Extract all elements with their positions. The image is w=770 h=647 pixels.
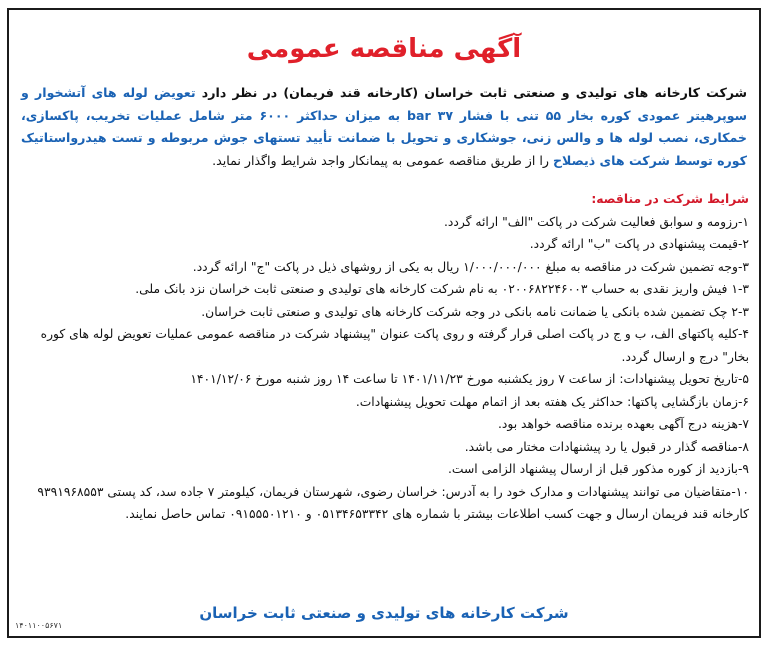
condition-item: ۹-بازدید از کوره مذکور قبل از ارسال پیشنهاد الزامی است. — [447, 462, 749, 476]
ad-frame — [7, 8, 761, 638]
ad-footer: شرکت کارخانه های تولیدی و صنعتی ثابت خراسان — [199, 604, 569, 622]
condition-item: ۴-کلیه پاکتهای الف، ب و ج در پاکت اصلی قرار گرفته و روی پاکت عنوان "پیشنهاد شرکت در مناقصه عمومی عملیات تعویض لوله های کوره بخار" درج و ارسال گردد. — [40, 327, 749, 364]
intro-part3: را از طریق مناقصه عمومی به پیمانکار واجد شرایط واگذار نماید. — [212, 152, 553, 168]
conditions-title: شرایط شرکت در مناقصه: — [591, 192, 749, 206]
condition-item: ۶-زمان بازگشایی پاکتها: حداکثر یک هفته بعد از اتمام مهلت تحویل پیشنهادات. — [355, 394, 749, 409]
condition-item: ۸-مناقصه گذار در قبول یا رد پیشنهادات مختار می باشد. — [464, 439, 749, 454]
conditions-block — [19, 188, 749, 526]
intro-highlight: تعویض لوله های آتشخوار و سوپرهیتر عمودی کوره بخار ۵۵ تنی با فشار bar ۳۷ به میزان حداکثر ۶۰۰۰ متر شامل عملیات تخریب، پاکسازی، خمکاری، نصب لوله ها و والس زنی، جوشکاری و تحویل با ضمانت تأیید تستهای جوش مربوطه و تست هیدرواستاتیک کوره توسط شرکت های ذیصلاح — [21, 85, 747, 168]
condition-item: ۵-تاریخ تحویل پیشنهادات: از ساعت ۷ روز یکشنبه مورخ ۱۴۰۱/۱۱/۲۳ تا ساعت ۱۴ روز شنبه مورخ ۱۴۰۱/۱۲/۰۶ — [190, 372, 749, 386]
condition-item: ۳-وجه تضمین شرکت در مناقصه به مبلغ ۱/۰۰۰/۰۰۰/۰۰۰ ریال به یکی از روشهای ذیل در پاکت "ج" ارائه گردد. — [192, 259, 749, 274]
condition-item: ۱۰-متقاضیان می توانند پیشنهادات و مدارک خود را به آدرس: خراسان رضوی، شهرستان فریمان، کیلومتر ۷ جاده سد، کد پستی ۹۳۹۱۹۶۸۵۵۳ کارخانه قند فریمان ارسال و جهت کسب اطلاعات بیشتر با شماره های ۰۵۱۳۴۶۵۳۳۴۲ و ۰۹۱۵۵۵۰۱۲۱۰ تماس حاصل نمایند. — [37, 484, 749, 521]
condition-item: ۷-هزینه درج آگهی بعهده برنده مناقصه خواهد بود. — [497, 417, 749, 431]
condition-item: ۲-قیمت پیشنهادی در پاکت "ب" ارائه گردد. — [529, 237, 749, 251]
intro-part1: شرکت کارخانه های تولیدی و صنعتی ثابت خراسان (کارخانه قند فریمان) در نظر دارد — [195, 85, 747, 100]
ad-code: ۱۴۰۱۱۰۰۵۶۷۱ — [15, 621, 63, 630]
condition-item: ۲-۳ چک تضمین شده بانکی یا ضمانت نامه بانکی در وجه شرکت کارخانه های تولیدی و صنعتی ثابت خراسان. — [201, 304, 749, 319]
ad-title: آگهی مناقصه عمومی — [246, 34, 522, 64]
condition-item: ۱-رزومه و سوابق فعالیت شرکت در پاکت "الف" ارائه گردد. — [443, 214, 749, 229]
ad-intro — [21, 82, 747, 172]
condition-item: ۱-۳ فیش واریز نقدی به حساب ۰۲۰۰۶۸۲۲۴۶۰۰۳ به نام شرکت کارخانه های تولیدی و صنعتی ثابت خراسان نزد بانک ملی. — [135, 282, 749, 296]
